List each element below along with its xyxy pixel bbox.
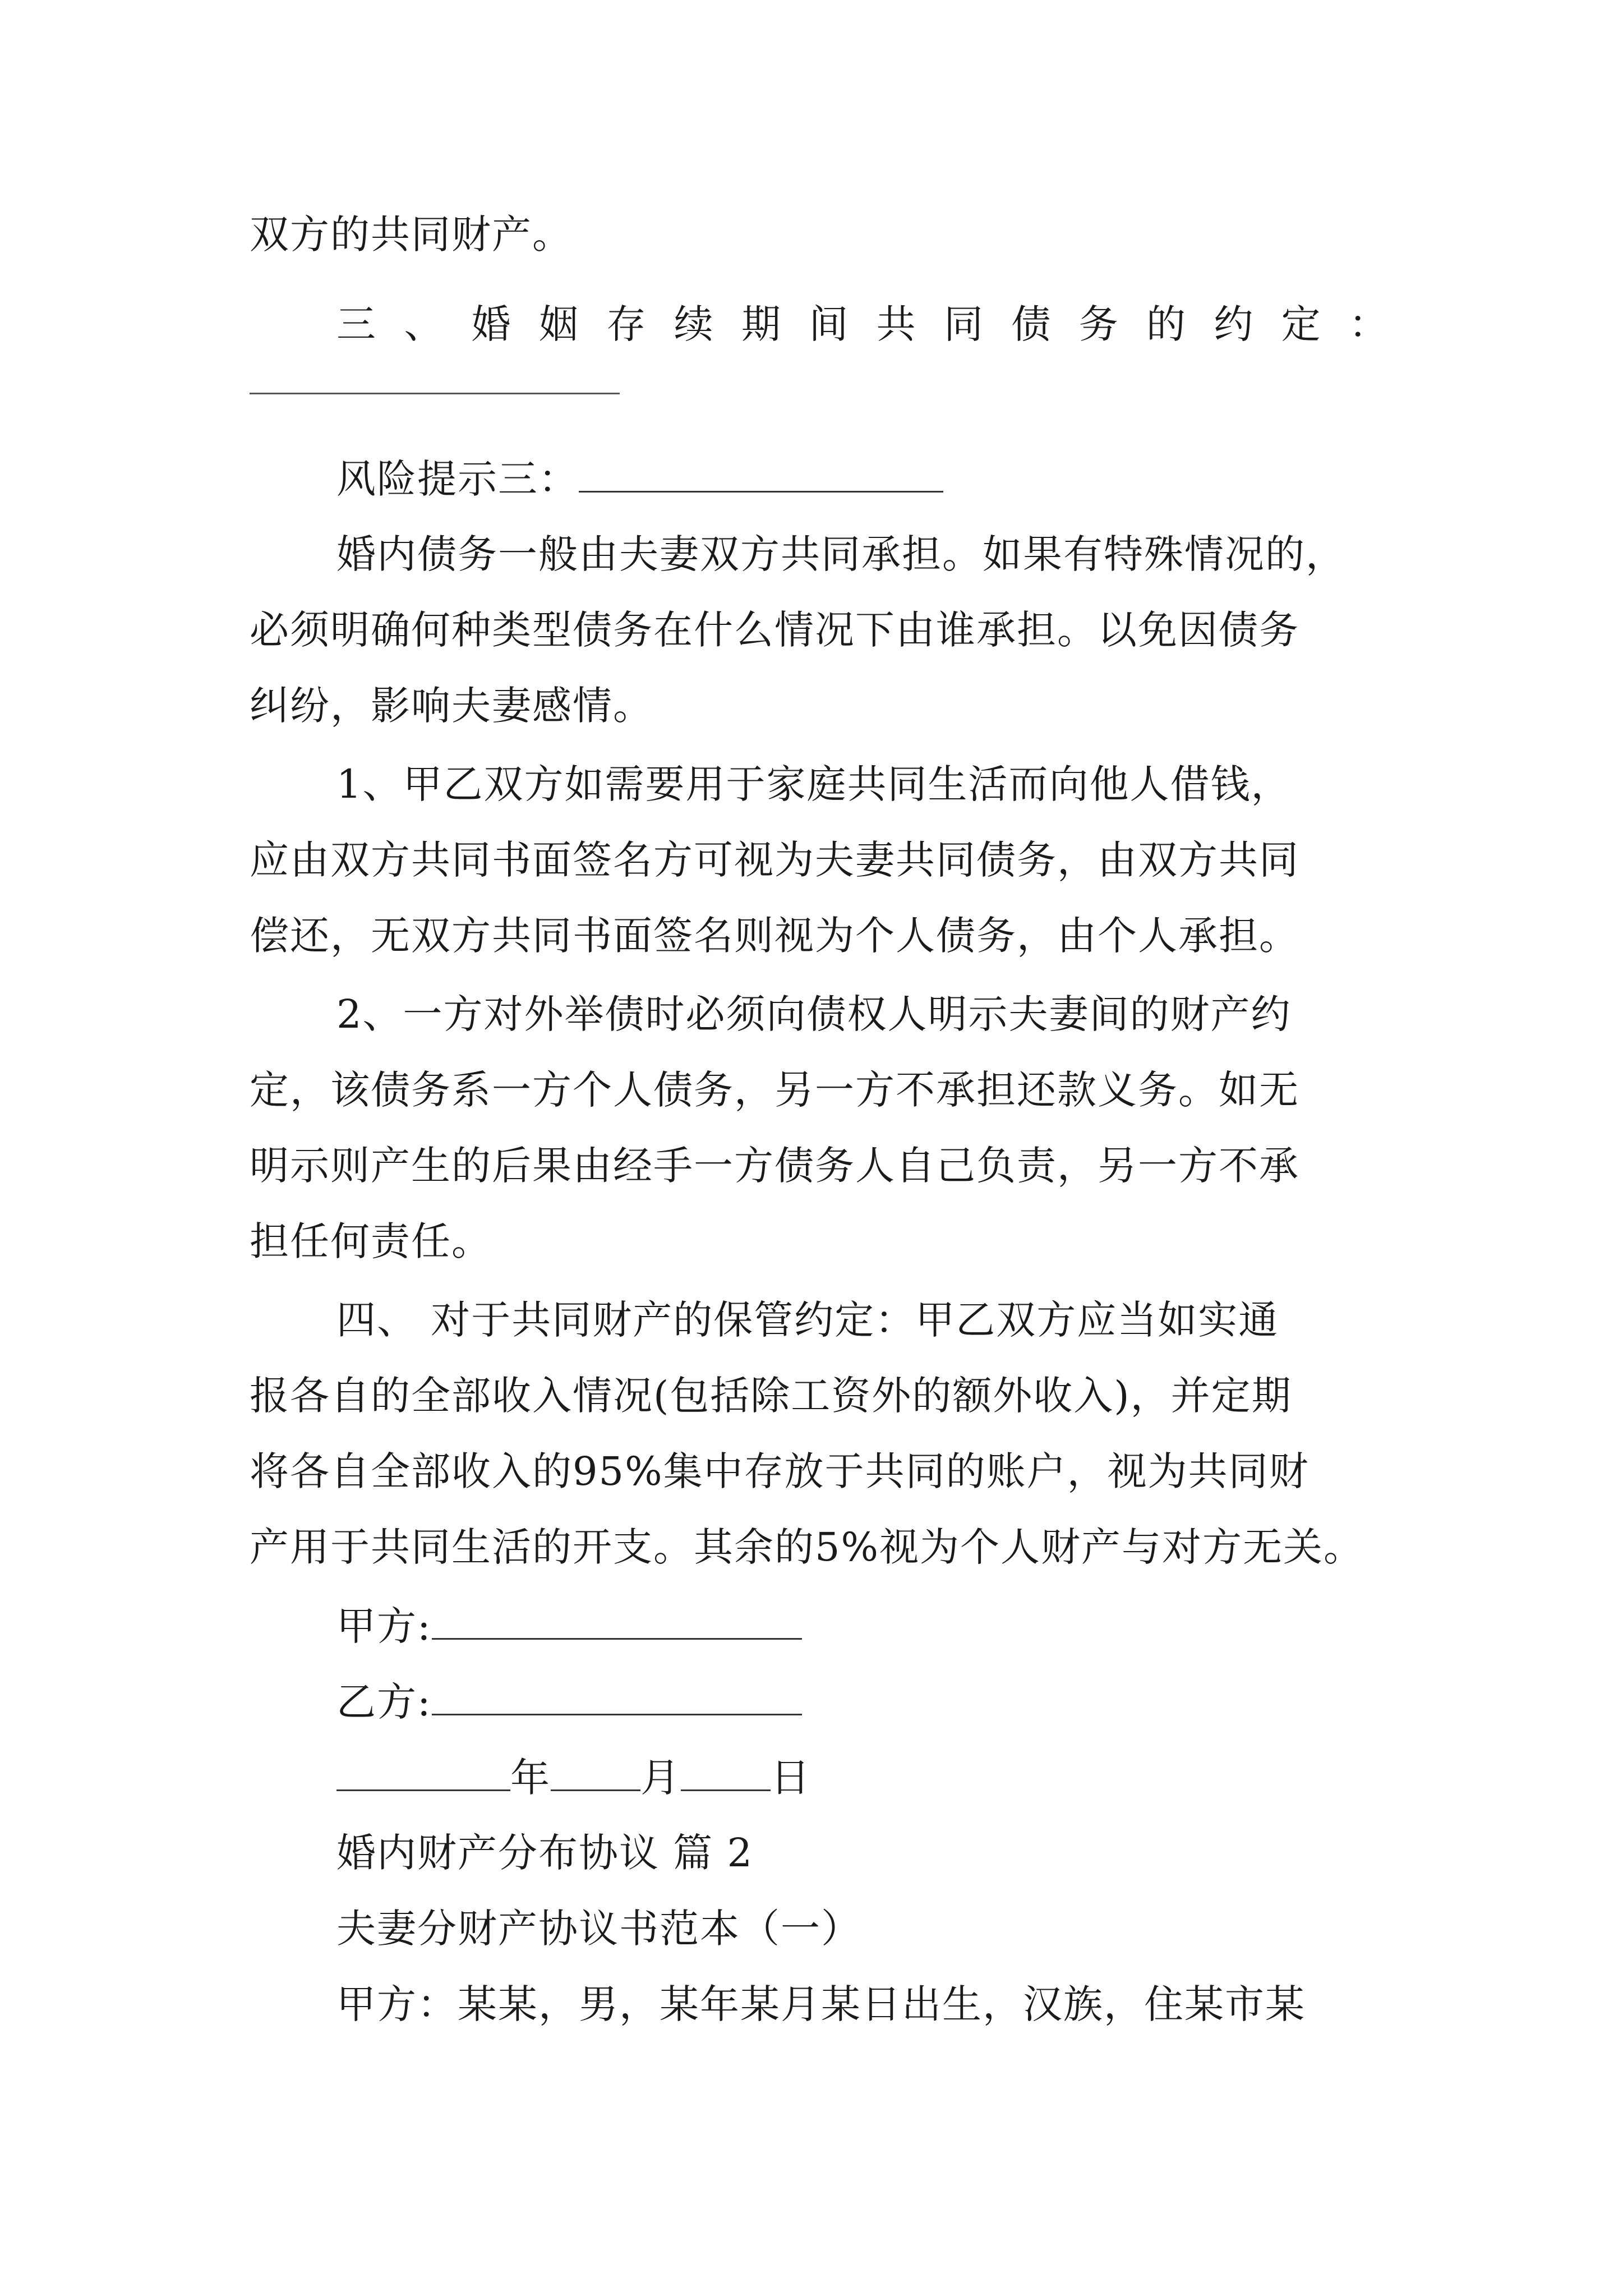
month-label: 月: [640, 1755, 681, 1801]
text-line: 必须明确何种类型债务在什么情况下由谁承担。以免因债务: [250, 607, 1299, 653]
year-blank: [336, 1750, 510, 1791]
blank-underline: [250, 393, 620, 394]
party-b-signature-line: [336, 1674, 802, 1729]
party-a-signature-line: [336, 1599, 802, 1653]
text-line: 四、 对于共同财产的保管约定：甲乙双方应当如实通: [336, 1297, 1279, 1343]
text-line: 担任何责任。: [250, 1218, 492, 1264]
text-line: 2、一方对外举债时必须向债权人明示夫妻间的财产约: [336, 991, 1292, 1037]
text-line: 婚内债务一般由夫妻双方共同承担。如果有特殊情况的，: [336, 531, 1346, 577]
party-a-label: 甲方:: [336, 1603, 432, 1649]
party-b-blank: [432, 1674, 802, 1715]
date-line: [336, 1750, 811, 1805]
text-line: 应由双方共同书面签名方可视为夫妻共同债务，由双方共同: [250, 837, 1299, 883]
month-blank: [551, 1750, 640, 1791]
party-a-blank: [432, 1599, 802, 1640]
text-line: 产用于共同生活的开支。其余的5%视为个人财产与对方无关。: [250, 1524, 1364, 1570]
text-line: 定，该债务系一方个人债务，另一方不承担还款义务。如无: [250, 1067, 1299, 1113]
risk-tip-text: 风险提示三：: [336, 456, 579, 502]
day-blank: [681, 1750, 771, 1791]
text-line: 纠纷，影响夫妻感情。: [250, 683, 653, 729]
section-heading-three: 三 、 婚 姻 存 续 期 间 共 同 债 务 的 约 定 ：: [336, 301, 1388, 347]
text-line: 1、甲乙双方如需要用于家庭共同生活而向他人借钱，: [336, 761, 1292, 807]
text-line: 双方的共同财产。: [250, 211, 573, 257]
text-line: 将各自全部收入的95%集中存放于共同的账户，视为共同财: [250, 1448, 1310, 1494]
year-label: 年: [510, 1755, 551, 1801]
agreement-subtitle: 夫妻分财产协议书范本（一）: [336, 1906, 861, 1952]
risk-tip-label: [336, 452, 943, 506]
agreement-title: 婚内财产分布协议 篇 2: [336, 1830, 754, 1876]
blank-underline: [579, 452, 943, 493]
text-line: 报各自的全部收入情况(包括除工资外的额外收入)，并定期: [250, 1373, 1292, 1419]
text-line: 甲方：某某，男，某年某月某日出生，汉族，住某市某: [336, 1981, 1306, 2027]
text-line: 偿还，无双方共同书面签名则视为个人债务，由个人承担。: [250, 913, 1299, 959]
day-label: 日: [771, 1755, 811, 1801]
party-b-label: 乙方:: [336, 1679, 432, 1725]
text-line: 明示则产生的后果由经手一方债务人自己负责，另一方不承: [250, 1143, 1299, 1189]
